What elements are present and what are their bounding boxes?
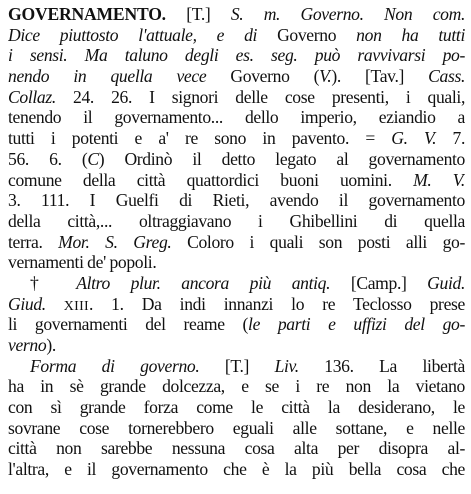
italic-span: Cass. <box>428 66 465 87</box>
text-line <box>8 128 465 149</box>
entry-paragraph-definition <box>8 4 465 273</box>
text-span: ). <box>46 335 56 355</box>
text-line <box>8 356 465 377</box>
italic-span: C <box>87 148 99 169</box>
italic-span: Forma di governo. <box>30 355 200 376</box>
text-span: Governo <box>277 24 337 45</box>
text-line <box>8 45 465 66</box>
text-line <box>8 211 465 232</box>
text-line <box>8 87 465 108</box>
italic-span: V. <box>319 66 332 87</box>
text-line <box>8 4 465 25</box>
text-span: sovrane cose tornerebbero eguali alle sottane, e nelle <box>8 417 465 438</box>
italic-span: Mor. S. Greg. <box>58 231 172 252</box>
entry-paragraph-plural <box>8 273 465 356</box>
text-line <box>8 294 465 315</box>
text-span: della città,... oltraggiavano i Ghibellini di quella <box>8 210 465 231</box>
text-line <box>8 397 465 418</box>
italic-span: Liv. <box>274 355 299 376</box>
italic-span: M. V. <box>413 169 465 190</box>
text-span: li governamenti del reame ( <box>8 314 249 335</box>
text-line <box>8 66 465 87</box>
text-line <box>8 149 465 170</box>
text-span: terra. <box>8 231 59 252</box>
text-span: 3. 111. I Guelfi di Rieti, avendo il governamento <box>8 190 465 211</box>
text-line <box>8 107 465 128</box>
text-span: vernamenti de' popoli. <box>8 252 157 273</box>
text-span: 24. 26. I signori delle cose presenti, i quali, <box>55 86 465 107</box>
dagger-mark: † <box>30 272 77 293</box>
text-span: tutti i potenti e a' re sono in pavento. = <box>8 128 392 149</box>
text-line <box>8 252 465 273</box>
italic-span: Altro plur. ancora più antiq. <box>76 272 331 293</box>
text-span: ha in sè grande dolcezza, e se i re non la vietano <box>8 376 465 397</box>
italic-span: G. V. <box>391 128 437 149</box>
italic-span: nendo in quella vece <box>8 66 207 87</box>
text-line <box>8 438 465 459</box>
italic-span: non ha tutti <box>336 24 465 45</box>
text-span: città non sarebbe nessuna cosa alta per disopra al- <box>8 438 465 459</box>
text-line <box>8 190 465 211</box>
text-line <box>8 459 465 480</box>
italic-span: le parti e uffizi del go- <box>248 314 465 335</box>
italic-span: S. m. Governo. Non com. <box>230 4 465 24</box>
text-span: tenendo il governamento... dello imperio, eziandio a <box>8 107 465 128</box>
text-span: [Camp.] <box>330 272 428 293</box>
text-line <box>8 25 465 46</box>
italic-span: i sensi. Ma taluno degli es. seg. può ravvivarsi po- <box>8 45 465 66</box>
text-line <box>8 170 465 191</box>
text-line <box>8 314 465 335</box>
italic-span: Dice piuttosto l'attuale, e di <box>8 24 278 45</box>
text-span: Governo ( <box>206 66 320 87</box>
text-span: 136. La libertà <box>298 355 465 376</box>
roman-numeral: XIII <box>45 298 89 314</box>
text-line <box>8 376 465 397</box>
text-span: Coloro i quali son posti alli go- <box>171 231 465 252</box>
italic-span: Guid. <box>427 272 465 293</box>
text-line <box>8 418 465 439</box>
text-span: ). [Tav.] <box>331 66 429 87</box>
text-line <box>8 273 465 294</box>
italic-span: verno <box>8 335 47 355</box>
text-span: comune della città quattordici buoni uomini. <box>8 169 414 190</box>
text-span: [T.] <box>199 355 275 376</box>
italic-span: Collaz. <box>8 86 56 107</box>
text-span: l'altra, e il governamento che è la più bella cosa che <box>8 459 465 480</box>
text-line <box>8 232 465 253</box>
headword: GOVERNAMENTO. <box>8 4 166 24</box>
text-span: . 1. Da indi innanzi lo re Teclosso prese <box>89 293 465 314</box>
text-span: 56. 6. ( <box>8 148 88 169</box>
entry-paragraph-form-of-government <box>8 356 465 480</box>
text-line <box>8 335 465 356</box>
italic-span: Giud. <box>8 293 46 314</box>
text-span: ) Ordinò il detto legato al governamento <box>98 148 465 169</box>
text-span: 7. <box>436 128 465 149</box>
text-span: [T.] <box>165 4 231 24</box>
text-span: con sì grande forza come le città la desiderano, le <box>8 397 465 418</box>
